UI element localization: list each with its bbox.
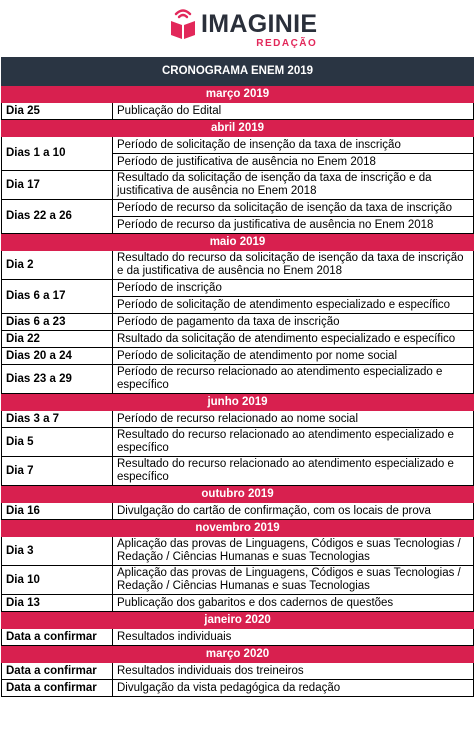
month-label: novembro 2019 [2,520,474,537]
event-cell: Aplicação das provas de Linguagens, Códigos e suas Tecnologias / Redação / Ciências Humanas e suas Tecnologias [113,566,474,595]
event-cell: Rsultado da solicitação de atendimento especializado e específico [113,331,474,348]
day-cell: Dias 23 a 29 [2,365,113,394]
event-cell: Resultado do recurso relacionado ao atendimento especializado e específico [113,428,474,457]
day-cell: Dia 25 [2,103,113,120]
day-cell: Dia 16 [2,503,113,520]
table-row [2,314,474,331]
table-row [2,629,474,646]
month-row [2,520,474,537]
event-cell: Resultado do recurso relacionado ao atendimento especializado e específico [113,457,474,486]
day-cell: Data a confirmar [2,680,113,697]
event-cell: Período de solicitação de atendimento por nome social [113,348,474,365]
table-title: CRONOGRAMA ENEM 2019 [2,58,474,86]
brand-subtitle: REDAÇÃO [256,38,318,49]
table-header [2,58,474,86]
month-label: outubro 2019 [2,486,474,503]
table-row [2,428,474,457]
event-cell: Período de inscrição [113,280,474,297]
day-cell: Dias 3 a 7 [2,411,113,428]
event-cell: Período de pagamento da taxa de inscrição [113,314,474,331]
month-label: abril 2019 [2,120,474,137]
event-cell: Período de recurso da solicitação de isenção da taxa de inscrição [113,200,474,217]
table-row [2,663,474,680]
event-cell: Aplicação das provas de Linguagens, Códigos e suas Tecnologias / Redação / Ciências Humanas e suas Tecnologias [113,537,474,566]
day-cell: Dia 22 [2,331,113,348]
table-row [2,200,474,217]
table-row [2,137,474,154]
book-icon [170,6,196,40]
event-cell: Período de solicitação de insenção da taxa de inscrição [113,137,474,154]
table-row [2,171,474,200]
day-cell: Dia 10 [2,566,113,595]
event-cell: Período de recurso relacionado ao nome social [113,411,474,428]
day-cell: Dia 5 [2,428,113,457]
day-cell: Data a confirmar [2,629,113,646]
table-row [2,411,474,428]
event-cell: Resultado do recurso da solicitação de isenção da taxa de inscrição e da justificativa de ausência no Enem 2018 [113,251,474,280]
day-cell: Dias 6 a 23 [2,314,113,331]
day-cell: Dia 17 [2,171,113,200]
imaginie-logo[interactable] [170,6,317,50]
month-row [2,394,474,411]
table-row [2,537,474,566]
table-row [2,365,474,394]
event-cell: Resultado da solicitação de isenção da taxa de inscrição e da justificativa de ausência no Enem 2018 [113,171,474,200]
month-label: maio 2019 [2,234,474,251]
day-cell: Data a confirmar [2,663,113,680]
event-cell: Período de solicitação de atendimento especializado e específico [113,297,474,314]
month-row [2,646,474,663]
table-row [2,348,474,365]
month-label: junho 2019 [2,394,474,411]
month-label: janeiro 2020 [2,612,474,629]
month-label: março 2019 [2,86,474,103]
table-row [2,566,474,595]
table-row [2,457,474,486]
month-row [2,234,474,251]
event-cell: Resultados individuais [113,629,474,646]
month-label: março 2020 [2,646,474,663]
table-row [2,503,474,520]
brand-name: IMAGINIE [201,10,318,38]
table-row [2,331,474,348]
day-cell: Dia 7 [2,457,113,486]
day-cell: Dia 3 [2,537,113,566]
event-cell: Resultados individuais dos treineiros [113,663,474,680]
day-cell: Dia 13 [2,595,113,612]
event-cell: Publicação do Edital [113,103,474,120]
day-cell: Dias 22 a 26 [2,200,113,234]
schedule-table [1,57,474,697]
month-row [2,86,474,103]
event-cell: Período de recurso da justificativa de ausência no Enem 2018 [113,217,474,234]
event-cell: Período de justificativa de ausência no Enem 2018 [113,154,474,171]
event-cell: Publicação dos gabaritos e dos cadernos de questões [113,595,474,612]
table-row [2,251,474,280]
day-cell: Dias 20 a 24 [2,348,113,365]
logo-area [0,0,474,52]
event-cell: Divulgação do cartão de confirmação, com os locais de prova [113,503,474,520]
table-row [2,280,474,297]
month-row [2,120,474,137]
event-cell: Período de recurso relacionado ao atendimento especializado e específico [113,365,474,394]
table-row [2,680,474,697]
table-row [2,595,474,612]
table-row [2,103,474,120]
day-cell: Dias 1 a 10 [2,137,113,171]
month-row [2,612,474,629]
day-cell: Dias 6 a 17 [2,280,113,314]
event-cell: Divulgação da vista pedagógica da redação [113,680,474,697]
month-row [2,486,474,503]
day-cell: Dia 2 [2,251,113,280]
